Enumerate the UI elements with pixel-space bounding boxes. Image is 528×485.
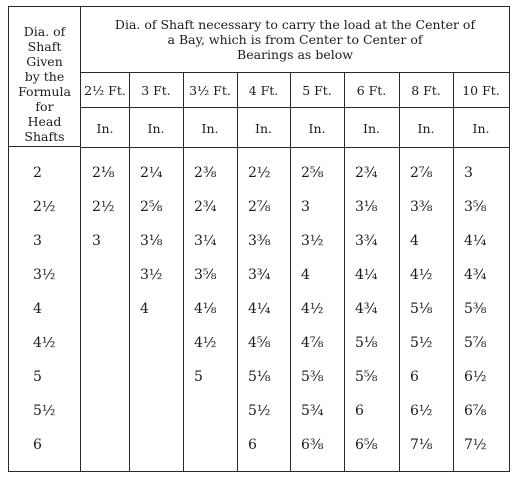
required-diameter-value: 3⅝ [464,199,487,215]
required-diameter-value: 3½ [140,267,163,283]
unit-label: In. [363,121,380,136]
header-line: Head [27,114,62,129]
span-length-label: 5 Ft. [302,83,332,98]
required-diameter-value: 5⅞ [464,335,487,351]
span-length-label: 4 Ft. [248,83,279,98]
required-diameter-value: 5⅛ [355,335,378,351]
required-diameter-value: 3 [301,199,310,215]
required-diameter-value: 4¾ [464,267,487,283]
required-diameter-value: 6 [355,403,364,419]
required-diameter-value: 4½ [194,335,217,351]
required-diameter-value: 5⅜ [464,301,487,317]
required-diameter-value: 4¼ [355,267,378,283]
span-length-label: 10 Ft. [462,83,500,98]
given-diameter-value: 4½ [33,335,56,351]
unit-label: In. [147,121,165,136]
required-diameter-value: 4⅛ [194,301,217,317]
required-diameter-value: 6 [248,437,257,453]
required-diameter-value: 3¾ [248,267,271,283]
span-length-label: 3½ Ft. [189,83,231,98]
required-diameter-value: 4¼ [248,301,271,317]
required-diameter-value: 3⅛ [140,233,163,249]
required-diameter-value: 3 [464,165,473,181]
required-diameter-value: 2½ [248,165,271,181]
required-diameter-value: 4¼ [464,233,487,249]
span-length-label: 3 Ft. [141,83,171,98]
given-diameter-value: 3½ [33,267,56,283]
header-line: Formula [18,84,71,99]
required-diameter-value: 4⅞ [301,335,324,351]
required-diameter-value: 3½ [301,233,324,249]
required-diameter-value: 6⅝ [355,437,378,453]
span-divider [81,107,509,108]
required-diameter-value: 5⅛ [248,369,271,385]
header-line: for [35,99,54,114]
unit-label: In. [308,121,326,136]
given-diameter-value: 6 [33,437,42,453]
required-diameter-value: 6⅞ [464,403,487,419]
header-line: Dia. of Shaft necessary to carry the load at the Center of [114,17,476,32]
required-diameter-value: 5½ [248,403,271,419]
required-diameter-value: 6½ [464,369,487,385]
required-diameter-value: 2⅝ [140,199,163,215]
required-diameter-value: 4½ [410,267,433,283]
required-diameter-value: 7½ [464,437,487,453]
header-line: Given [26,54,63,69]
shaft-diameter-table [8,6,510,472]
required-diameter-value: 6 [410,369,419,385]
header-bottom-rule [81,147,509,148]
unit-label: In. [201,121,219,136]
span-length-label: 2½ Ft. [84,83,126,98]
required-diameter-value: 3⅛ [355,199,378,215]
required-diameter-value: 7⅛ [410,437,433,453]
header-line: by the [24,69,65,84]
header-line: Shafts [24,129,65,144]
unit-label: In. [472,121,490,136]
span-length-label: 6 Ft. [356,83,387,98]
required-diameter-value: 5 [194,369,203,385]
given-diameter-value: 2 [33,165,42,181]
given-diameter-value: 5 [33,369,42,385]
given-diameter-value: 5½ [33,403,56,419]
required-diameter-value: 5⅝ [355,369,378,385]
header-line: Bearings as below [237,47,353,62]
required-diameter-value: 5⅜ [301,369,324,385]
required-diameter-value: 2⅜ [194,165,217,181]
required-diameter-value: 6⅜ [301,437,324,453]
unit-label: In. [96,121,114,136]
required-diameter-value: 2¾ [355,165,378,181]
required-diameter-value: 3⅜ [410,199,433,215]
required-diameter-value: 2½ [92,199,115,215]
required-diameter-value: 4 [140,301,149,317]
header-line: Shaft [27,39,62,54]
required-diameter-value: 4⅝ [248,335,271,351]
required-diameter-value: 2¾ [194,199,217,215]
required-diameter-value: 2⅝ [301,165,324,181]
required-diameter-value: 3⅝ [194,267,217,283]
given-diameter-column [9,7,81,471]
given-diameter-value: 4 [33,301,42,317]
required-diameter-value: 2¼ [140,165,163,181]
required-diameter-value: 3⅜ [248,233,271,249]
required-diameter-value: 3¾ [355,233,378,249]
required-diameter-value: 2⅞ [410,165,433,181]
unit-label: In. [417,121,435,136]
required-diameter-value: 3¼ [194,233,217,249]
required-diameter-value: 6½ [410,403,433,419]
required-diameter-value: 4 [301,267,310,283]
given-diameter-value: 3 [33,233,42,249]
required-diameter-value: 2⅛ [92,165,115,181]
unit-label: In. [255,121,272,136]
given-diameter-value: 2½ [33,199,56,215]
span-length-label: 8 Ft. [411,83,441,98]
given-diameter-header [9,7,80,147]
required-diameter-value: 4¾ [355,301,378,317]
required-diameter-value: 5¾ [301,403,324,419]
required-diameter-value: 3 [92,233,101,249]
required-diameter-value: 2⅞ [248,199,271,215]
required-diameter-value: 4 [410,233,419,249]
required-diameter-value: 5⅛ [410,301,433,317]
header-line: a Bay, which is from Center to Center of [167,32,423,47]
bay-spanning-header [81,7,509,73]
required-diameter-value: 4½ [301,301,324,317]
required-diameter-value: 5½ [410,335,433,351]
header-line: Dia. of [23,24,66,39]
